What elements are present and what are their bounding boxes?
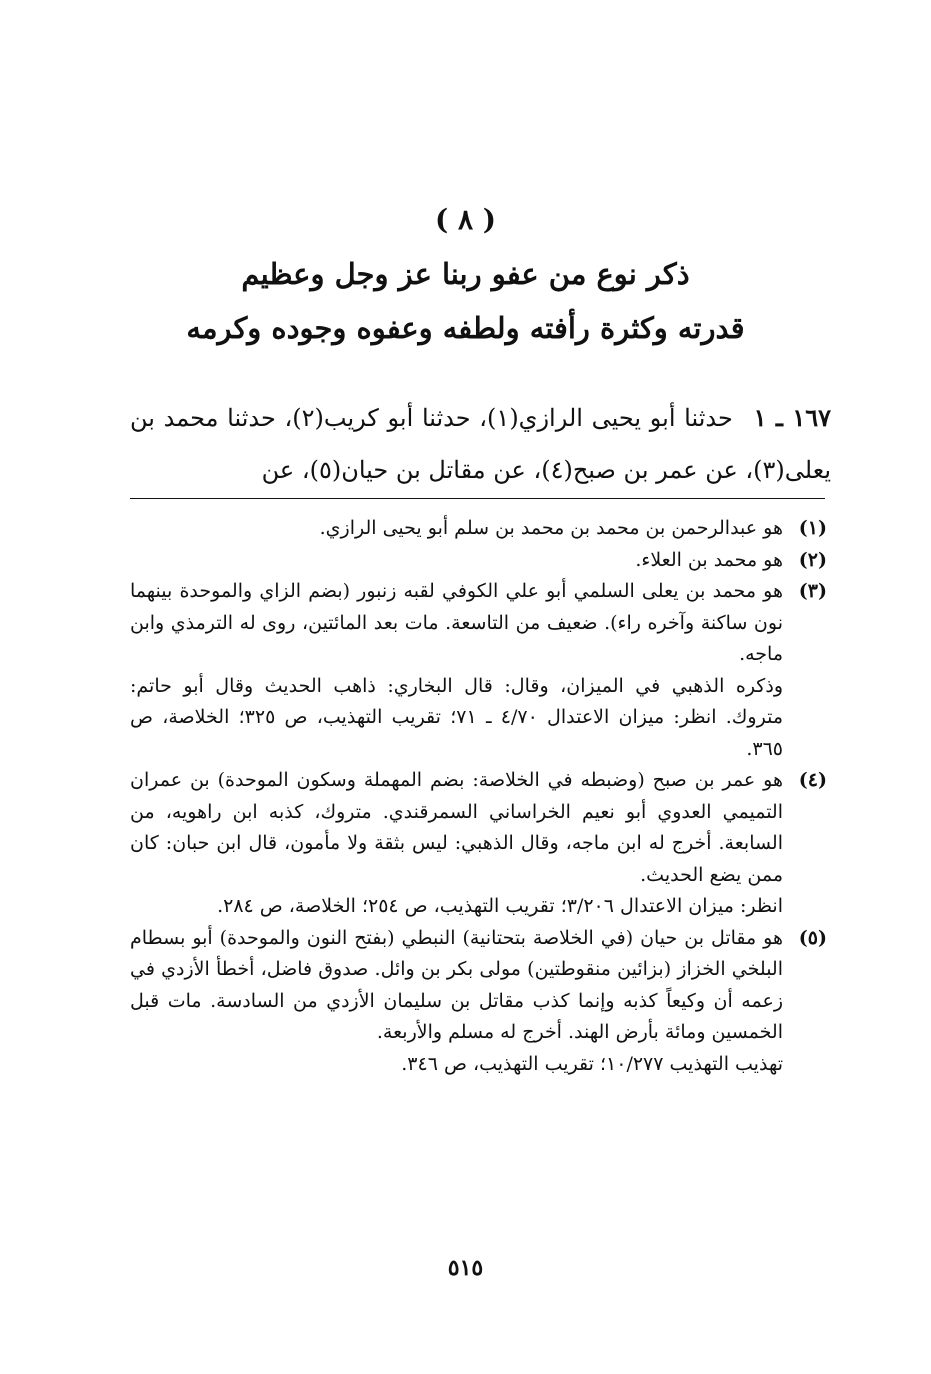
chapter-title-line-2: قدرته وكثرة رأفته ولطفه وعفوه وجوده وكرمه [186, 311, 745, 345]
footnote-number: (٤) [798, 769, 827, 791]
footnote-text: تهذيب التهذيب ١٠/٢٧٧؛ تقريب التهذيب، ص ٣٤٦. [401, 1052, 783, 1075]
footnote-number: (٥) [798, 926, 827, 949]
footnote-number: (١) [798, 517, 827, 539]
chapter-title-line-1: ذكر نوع من عفو ربنا عز وجل وعظيم [241, 257, 690, 291]
footnote-4 [130, 765, 827, 923]
footnote-body [130, 513, 783, 545]
footnote-3 [130, 576, 827, 765]
footnote-text: هو محمد بن العلاء. [635, 548, 783, 571]
footnote-body [130, 923, 783, 1081]
footnotes [130, 513, 827, 1080]
footnote-text: انظر: ميزان الاعتدال ٣/٢٠٦؛ تقريب التهذيب، ص ٢٥٤؛ الخلاصة، ص ٢٨٤. [217, 895, 783, 917]
footnote-1 [130, 513, 827, 545]
footnote-body [130, 576, 783, 765]
chapter-title [120, 247, 811, 355]
chapter-number: ( ٨ ) [434, 203, 497, 236]
footnote-number: (٣) [798, 580, 827, 602]
footnote-body [130, 765, 783, 923]
footnote-number: (٢) [798, 548, 827, 571]
footnote-text: هو عبدالرحمن بن محمد بن محمد بن سلم أبو يحيى الرازي. [319, 517, 783, 539]
hadith-text: حدثنا أبو يحيى الرازي(١)، حدثنا أبو كريب(٢)، حدثنا محمد بن يعلى(٣)، عن عمر بن صبح(٤)، عن مقاتل بن حيان(٥)، عن [130, 404, 831, 484]
hadith-number: ١٦٧ ـ ١ [753, 403, 831, 432]
footnote-text: هو عمر بن صبح (وضبطه في الخلاصة: بضم المهملة وسكون الموحدة) بن عمران التميمي العدوي أبو نعيم الخراساني السمرقندي. متروك، كذبه ابن راهويه، من السابعة. أخرج له ابن ماجه، وقال الذهبي: ليس بثقة ولا مأمون، قال ابن حبان: كان ممن يضع الحديث. [130, 769, 783, 886]
footnote-separator [130, 498, 825, 499]
footnote-text: وذكره الذهبي في الميزان، وقال: قال البخاري: ذاهب الحديث وقال أبو حاتم: متروك. انظر: ميزان الاعتدال ٤/٧٠ ـ ٧١؛ تقريب التهذيب، ص ٣٢٥؛ الخلاصة، ص ٣٦٥. [130, 674, 783, 760]
hadith-paragraph [130, 392, 831, 496]
footnote-text: هو مقاتل بن حيان (في الخلاصة بتحتانية) النبطي (بفتح النون والموحدة) أبو بسطام البلخي الخزاز (بزائين منقوطتين) مولى بكر بن وائل. صدوق فاضل، أخطأ الأزدي في زعمه أن وكيعاً كذبه وإنما كذب مقاتل بن سليمان الأزدي من السادسة. مات قبل الخمسين ومائة بأرض الهند. أخرج له مسلم والأربعة. [130, 926, 783, 1043]
page-number: ٥١٥ [447, 1255, 484, 1281]
footnote-2 [130, 545, 827, 577]
footnote-5 [130, 923, 827, 1081]
footnote-text: هو محمد بن يعلى السلمي أبو علي الكوفي لقبه زنبور (بضم الزاي والموحدة بينهما نون ساكنة وآخره راء). ضعيف من التاسعة. مات بعد المائتين، روى له الترمذي وابن ماجه. [130, 580, 783, 665]
footnote-body [130, 545, 783, 577]
